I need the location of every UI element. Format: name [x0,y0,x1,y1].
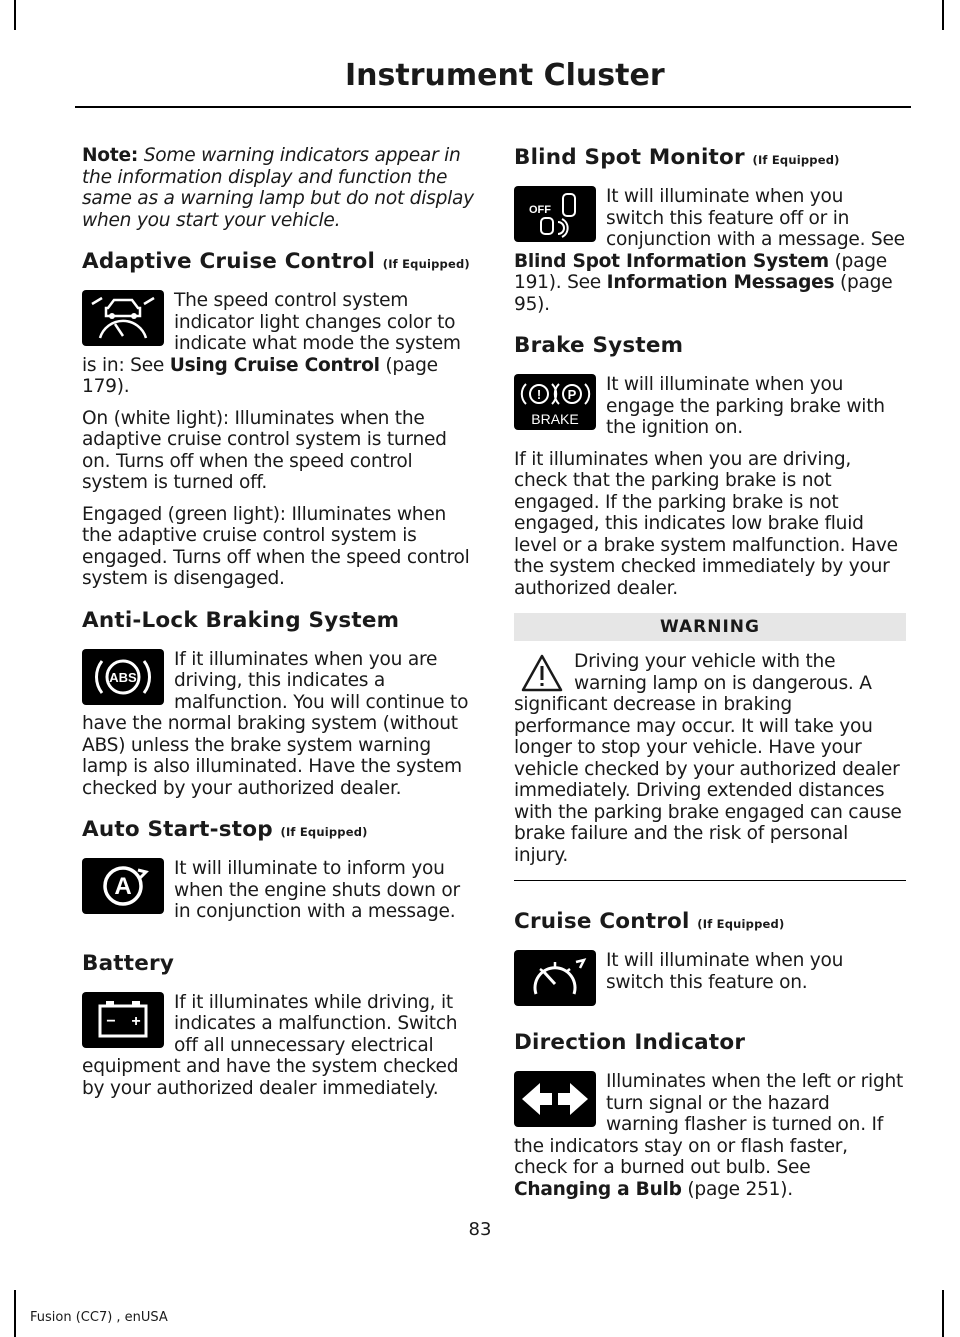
brake-heading-text: Brake System [514,333,684,358]
brake-heading [514,333,906,358]
cruise-heading-tag: (If Equipped) [697,917,785,931]
direction-p1-text: Illuminates when the left or right turn signal or the hazard warning flasher is turned on. If the indicators stay on or flash faster, check for a burned out bulb. See [514,1071,904,1178]
acc-p1-link[interactable]: Using Cruise Control [169,354,380,376]
autostart-paragraph-1: It will illuminate to inform you when the engine shuts down or in conjunction with a message. [174,858,460,922]
battery-plus: + [131,1012,141,1030]
brake-icon-p: P [567,387,577,402]
direction-heading-text: Direction Indicator [514,1030,746,1055]
bsm-p1-mid: (page 191). See [514,250,887,293]
abs-icon [82,649,164,705]
acc-heading-tag: (If Equipped) [382,257,470,271]
battery-icon [82,992,164,1048]
blind-spot-off-icon [514,186,596,242]
brake-system-icon [514,374,596,430]
warning-label: WARNING [514,613,906,641]
autostart-heading-tag: (If Equipped) [280,825,368,839]
abs-heading [82,608,474,633]
battery-paragraph-1: If it illuminates while driving, it indicates a malfunction. Switch off all unnecessary electrical equipment and have the system checked by your authorized dealer immediately. [82,991,459,1099]
warning-triangle-icon [520,653,564,693]
battery-minus: − [106,1012,116,1030]
crop-mark-top-right [942,0,944,30]
acc-p1-text: The speed control system indicator light changes color to indicate what mode the system is in: See [82,290,461,376]
auto-start-icon-text: A [114,873,132,900]
crop-mark-bottom-right [942,1290,944,1337]
direction-heading [514,1030,906,1055]
bsm-heading-tag: (If Equipped) [752,153,840,167]
page-title: Instrument Cluster [345,58,665,93]
brake-paragraph-2: If it illuminates when you are driving, check that the parking brake is not engaged. If the parking brake is not engaged, this indicates low brake fluid level or a brake system malfunction. Have the system checked immediately by your authorized dealer. [514,448,898,599]
adaptive-cruise-icon [82,290,164,346]
acc-heading-text: Adaptive Cruise Control [82,249,376,274]
acc-paragraph-3: Engaged (green light): Illuminates when the adaptive cruise control system is engaged. Turns off when the speed control system is disengaged. [82,503,470,589]
bsm-p1-text: It will illuminate when you switch this feature off or in conjunction with a message. See [606,186,905,250]
acc-heading [82,249,474,274]
acc-paragraph-2: On (white light): Illuminates when the adaptive cruise control system is turned on. Turns off when the speed control system is turned off. [82,407,447,493]
bsm-link-blind-spot[interactable]: Blind Spot Information System [514,250,829,272]
brake-icon-text: BRAKE [531,411,579,427]
warning-rule [514,880,906,881]
cruise-heading [514,909,906,934]
battery-heading [82,951,474,976]
left-column [82,145,474,1109]
cruise-heading-text: Cruise Control [514,909,690,934]
page-number: 83 [468,1219,492,1240]
bsm-heading-text: Blind Spot Monitor [514,145,745,170]
crop-mark-top-left [14,0,16,30]
abs-heading-text: Anti-Lock Braking System [82,607,400,633]
battery-heading-text: Battery [82,950,175,976]
header-rule [75,106,911,108]
bsm-heading [514,145,906,170]
bsm-link-info-messages[interactable]: Information Messages [606,272,835,293]
right-column [514,145,906,1210]
note-text: Some warning indicators appear in the information display and function the same as a warning lamp but do not display when you start your vehicle. [82,145,474,231]
direction-p1-page: (page 251). [687,1178,793,1200]
acc-p1-page: (page 179). [82,354,438,397]
cruise-paragraph-1: It will illuminate when you switch this feature on. [606,950,844,993]
direction-indicator-icon [514,1071,596,1127]
autostart-heading [82,817,474,842]
warning-text: Driving your vehicle with the warning lamp on is dangerous. A significant decrease in braking performance may occur. It will take you longer to stop your vehicle. Have your vehicle checked by your authorized dealer immediately. Driving extended distances with the parking brake engaged can cause brake failure and the risk of personal injury. [514,651,902,866]
direction-link-changing-bulb[interactable]: Changing a Bulb [514,1178,682,1200]
footer-model: Fusion (CC7) , enUSA [30,1310,168,1325]
autostart-heading-text: Auto Start-stop [82,817,273,842]
bsm-icon-text: OFF [529,204,551,216]
brake-paragraph-1: It will illuminate when you engage the parking brake with the ignition on. [606,374,885,438]
abs-paragraph-1: If it illuminates when you are driving, this indicates a malfunction. You will continue to have the normal braking system (without ABS) unless the brake system warning lamp is also illuminated. Have the system checked by your authorized dealer. [82,648,469,799]
abs-icon-text: ABS [109,669,137,685]
cruise-control-icon [514,950,596,1006]
note-paragraph [82,145,474,231]
auto-start-stop-icon [82,858,164,914]
note-label: Note: [82,145,139,166]
bsm-p1-page2: (page 95). [514,272,893,315]
brake-icon-excl: ! [536,387,542,402]
crop-mark-bottom-left [14,1290,16,1337]
